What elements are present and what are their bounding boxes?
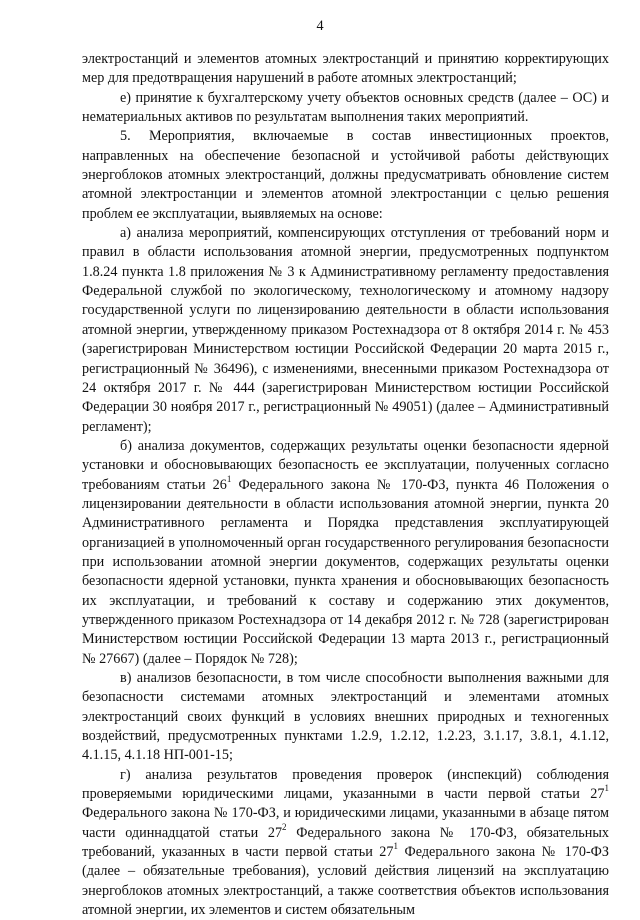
- item-g-text: Федерального закона № 170-ФЗ, и юридическими лицами, указанными в абзаце пятом части одиннадцатой статьи 27: [82, 805, 609, 841]
- item-g-text: Федерального закона № 170-ФЗ, обязательных требований, указанных в части первой статьи 27: [82, 824, 609, 861]
- page-number: 4: [316, 18, 324, 34]
- item-g-text: г) анализа результатов проведения проверок (инспекций) соблюдения проверяемыми юридическими лицами, указанными в части первой статьи 27: [82, 766, 609, 803]
- item-b-text: Федерального закона № 170-ФЗ, пункта 46 Положения о лицензировании деятельности в области использования атомной энергии, пункта 20 Административного регламента и Порядка представления эксплуатирующей организацией в уполномоченный орган государственного регулирования безопасности при использовании атомной энергии документов, содержащих результаты оценки безопасности ядерной установки, пункта хранения и обосновывающих безопасность их эксплуатации, и требований к составу и содержанию этих документов, утвержденного приказом Ростехнадзора от 14 декабря 2012 г. № 728 (зарегистрирован Министерством юстиции Российской Федерации 13 марта 2013 г., регистрационный № 27667) (далее – Порядок № 728);: [82, 476, 609, 667]
- item-b-text: б) анализа документов, содержащих результаты оценки безопасности ядерной установки и обосновывающих безопасность ее эксплуатации, полученных согласно требованиям статьи 26: [82, 437, 609, 493]
- paragraph-item-e: е) принятие к бухгалтерскому учету объектов основных средств (далее – ОС) и нематериальных активов по результатам выполнения таких мероприятий.: [82, 89, 609, 126]
- paragraph-clause-5: 5. Мероприятия, включаемые в состав инвестиционных проектов, направленных на обеспечение безопасной и устойчивой работы действующих энергоблоков атомных электростанций, должны предусматривать обновление систем атомной электростанции и элементов атомной электростанции с целью решения проблем ее эксплуатации, выявляемых на основе:: [82, 128, 609, 222]
- paragraph-item-b: [82, 437, 609, 669]
- document-body: [82, 50, 609, 920]
- item-g-text: Федерального закона № 170-ФЗ (далее – обязательные требования), условий действия лицензий на эксплуатацию энергоблоков атомных электростанций, а также соответствия объектов использования атомной энергии, их элементов и систем обязательным: [82, 844, 609, 919]
- paragraph-item-g: [82, 766, 609, 920]
- superscript: 2: [282, 822, 287, 833]
- paragraph-continuation: электростанций и элементов атомных электростанций и принятию корректирующих мер для предотвращения нарушений в работе атомных электростанций;: [82, 51, 609, 87]
- superscript: 1: [226, 473, 232, 484]
- superscript: 1: [604, 783, 609, 794]
- paragraph-item-v: в) анализов безопасности, в том числе способности выполнения важными для безопасности системами атомных электростанций и элементами атомных электростанций своих функций в условиях внешних природных и техногенных воздействий, предусмотренных пунктами 1.2.9, 1.2.12, 1.2.23, 3.1.17, 3.8.1, 4.1.12, 4.1.15, 4.1.18 НП-001-15;: [82, 670, 609, 764]
- paragraph-item-a: а) анализа мероприятий, компенсирующих отступления от требований норм и правил в области использования атомной энергии, предусмотренных подпунктом 1.8.24 пункта 1.8 приложения № 3 к Административному регламенту предоставления Федеральной службой по экологическому, технологическому и атомному надзору государственной услуги по лицензированию деятельности в области использования атомной энергии, утвержденному приказом Ростехнадзора от 8 октября 2014 г. № 453 (зарегистрирован Министерством юстиции Российской Федерации 20 марта 2015 г., регистрационный № 36496), с изменениями, внесенными приказом Ростехнадзора от 24 октября 2017 г. № 444 (зарегистрирован Министерством юстиции Российской Федерации 30 ноября 2017 г., регистрационный № 49051) (далее – Административный регламент);: [82, 225, 609, 435]
- superscript: 1: [393, 841, 398, 852]
